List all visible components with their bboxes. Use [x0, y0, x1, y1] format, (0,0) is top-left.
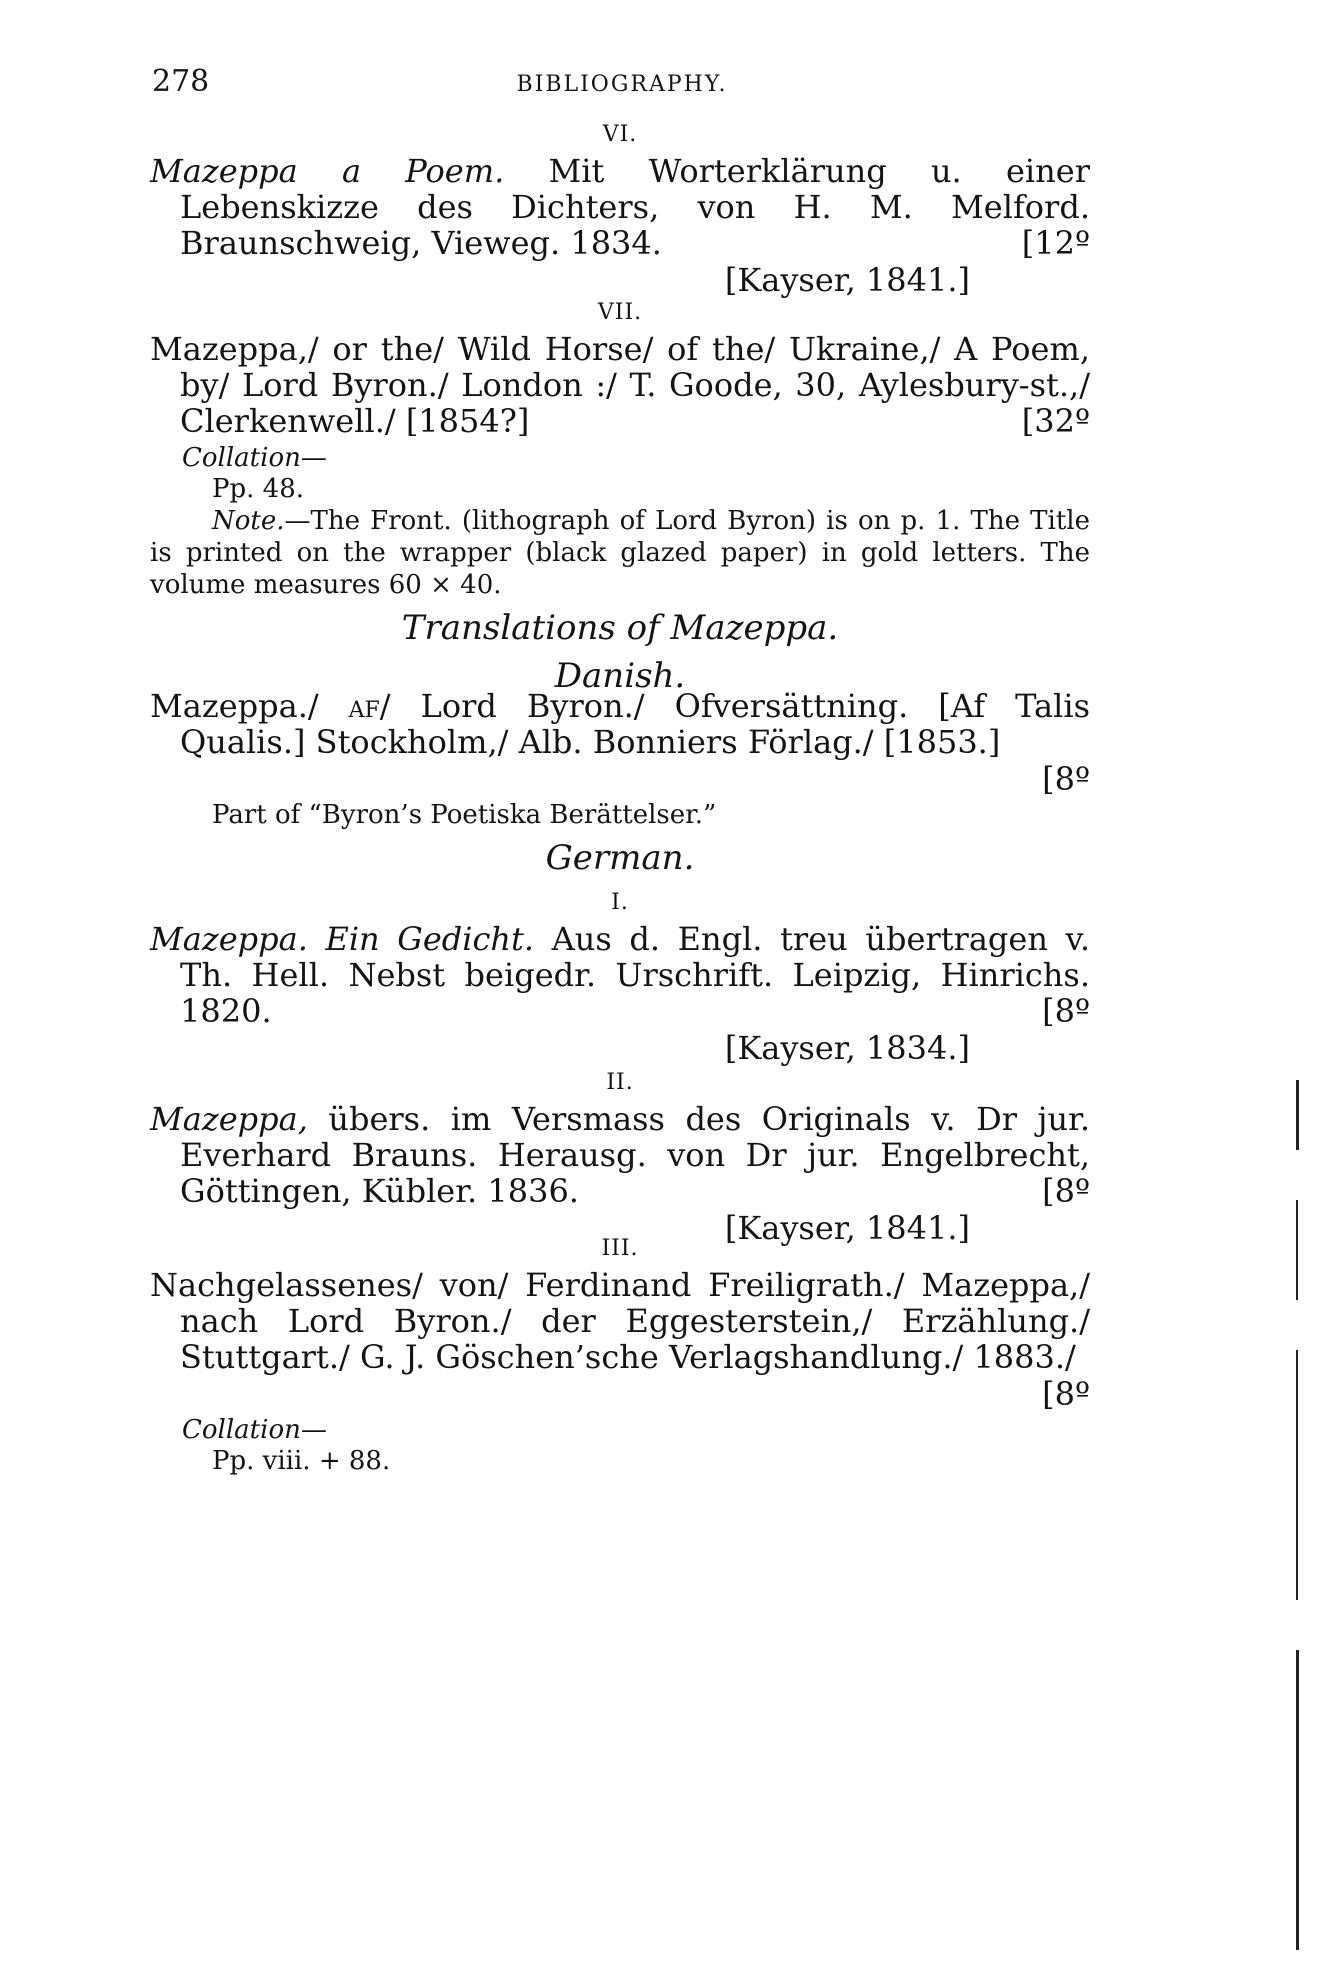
running-head: BIBLIOGRAPHY.: [516, 72, 728, 97]
page-number: 278: [152, 64, 210, 99]
kayser-ref: [150, 1029, 1090, 1069]
entry-description: übers. im Versmass des Originals v. Dr jur. Everhard Brauns. Herausg. von Dr jur. Engelbrecht, Göttingen, Kübler. 1836.: [180, 1100, 1090, 1210]
translations-section: [150, 608, 1090, 696]
format-mark: [8º: [1042, 1172, 1090, 1210]
format-mark: [12º: [1021, 224, 1090, 262]
entry-german-iii: [150, 1236, 1090, 1477]
german-section: [150, 838, 1090, 878]
entry-description: Mit Worterklärung u. einer Lebenskizze des Dichters, von H. M. Melford. Braunschweig, Vieweg. 1834.: [180, 152, 1090, 262]
entry-text-after: / Lord Byron./ Ofversättning. [Af Talis Qualis.] Stockholm,/ Alb. Bonniers Förlag./ [1853.]: [180, 687, 1091, 761]
entry-description: Nachgelassenes/ von/ Ferdinand Freiligrath./ Mazeppa,/ nach Lord Byron./ der Eggesterstein,/ Erzählung./ Stuttgart./ G. J. Göschen’sche Verlagshandlung./ 1883./: [150, 1266, 1090, 1376]
entry-text: [150, 153, 1090, 261]
scan-edge-mark: [1296, 1200, 1298, 1300]
entry-danish: [150, 688, 1090, 830]
entry-numeral: VI.: [602, 122, 638, 147]
entry-text-before: Mazeppa./: [150, 687, 349, 725]
scan-edge-mark: [1296, 1350, 1298, 1600]
note-text: —The Front. (lithograph of Lord Byron) is on p. 1. The Title is printed on the wrapper (black glazed paper) in gold letters. The volume measures 60 × 40.: [150, 506, 1090, 600]
note-label: Note.: [212, 506, 285, 536]
scan-edge-mark: [1296, 1080, 1299, 1150]
entry-numeral: VII.: [597, 300, 643, 325]
entry-text: [150, 331, 1090, 439]
entry-af: af: [348, 687, 380, 725]
german-heading: German.: [545, 838, 695, 878]
collation-label: Collation—: [182, 443, 327, 473]
format-mark: [8º: [1042, 1375, 1090, 1413]
entry-title: Mazeppa,: [150, 1100, 308, 1138]
format-mark: [8º: [1042, 992, 1090, 1030]
entry-title: Mazeppa. Ein Gedicht.: [150, 920, 535, 958]
entry-german-i: [150, 890, 1090, 1069]
collation-pages: Pp. viii. + 88.: [212, 1446, 391, 1476]
note-paragraph: [150, 505, 1090, 601]
scan-edge-mark: [1296, 1650, 1299, 1950]
kayser-ref-text: [Kayser, 1841.]: [724, 1209, 970, 1247]
kayser-ref: [150, 261, 1090, 301]
format-mark-line: [150, 1375, 1090, 1411]
entry-german-ii: [150, 1070, 1090, 1249]
entry-text: [150, 1267, 1090, 1375]
entry-numeral: III.: [601, 1236, 639, 1261]
entry-description: Mazeppa,/ or the/ Wild Horse/ of the/ Ukraine,/ A Poem, by/ Lord Byron./ London :/ T. Goode, 30, Aylesbury-st.,/ Clerkenwell./ [1854?]: [150, 330, 1090, 440]
collation-label: Collation—: [182, 1415, 327, 1445]
entry-title: Mazeppa a Poem.: [150, 152, 505, 190]
entry-vii: [150, 300, 1090, 601]
entry-text: [150, 688, 1090, 760]
entry-vi: [150, 122, 1090, 301]
entry-numeral: II.: [606, 1070, 634, 1095]
collation-pages: Pp. 48.: [212, 474, 305, 504]
format-mark: [32º: [1021, 402, 1090, 440]
entry-text: [150, 1101, 1090, 1209]
entry-numeral: I.: [611, 890, 629, 915]
kayser-ref-text: [Kayser, 1841.]: [724, 261, 970, 299]
page-header: [152, 64, 1092, 104]
translations-heading: Translations of Mazeppa.: [401, 608, 839, 648]
format-mark-line: [150, 760, 1090, 796]
format-mark: [8º: [1042, 760, 1090, 798]
danish-heading: Danish.: [554, 656, 686, 696]
entry-text: [150, 921, 1090, 1029]
part-of-note: Part of “Byron’s Poetiska Berättelser.”: [212, 800, 717, 830]
kayser-ref-text: [Kayser, 1834.]: [724, 1029, 970, 1067]
entry-description: Aus d. Engl. treu übertragen v. Th. Hell. Nebst beigedr. Urschrift. Leipzig, Hinrichs. 1820.: [180, 920, 1090, 1030]
